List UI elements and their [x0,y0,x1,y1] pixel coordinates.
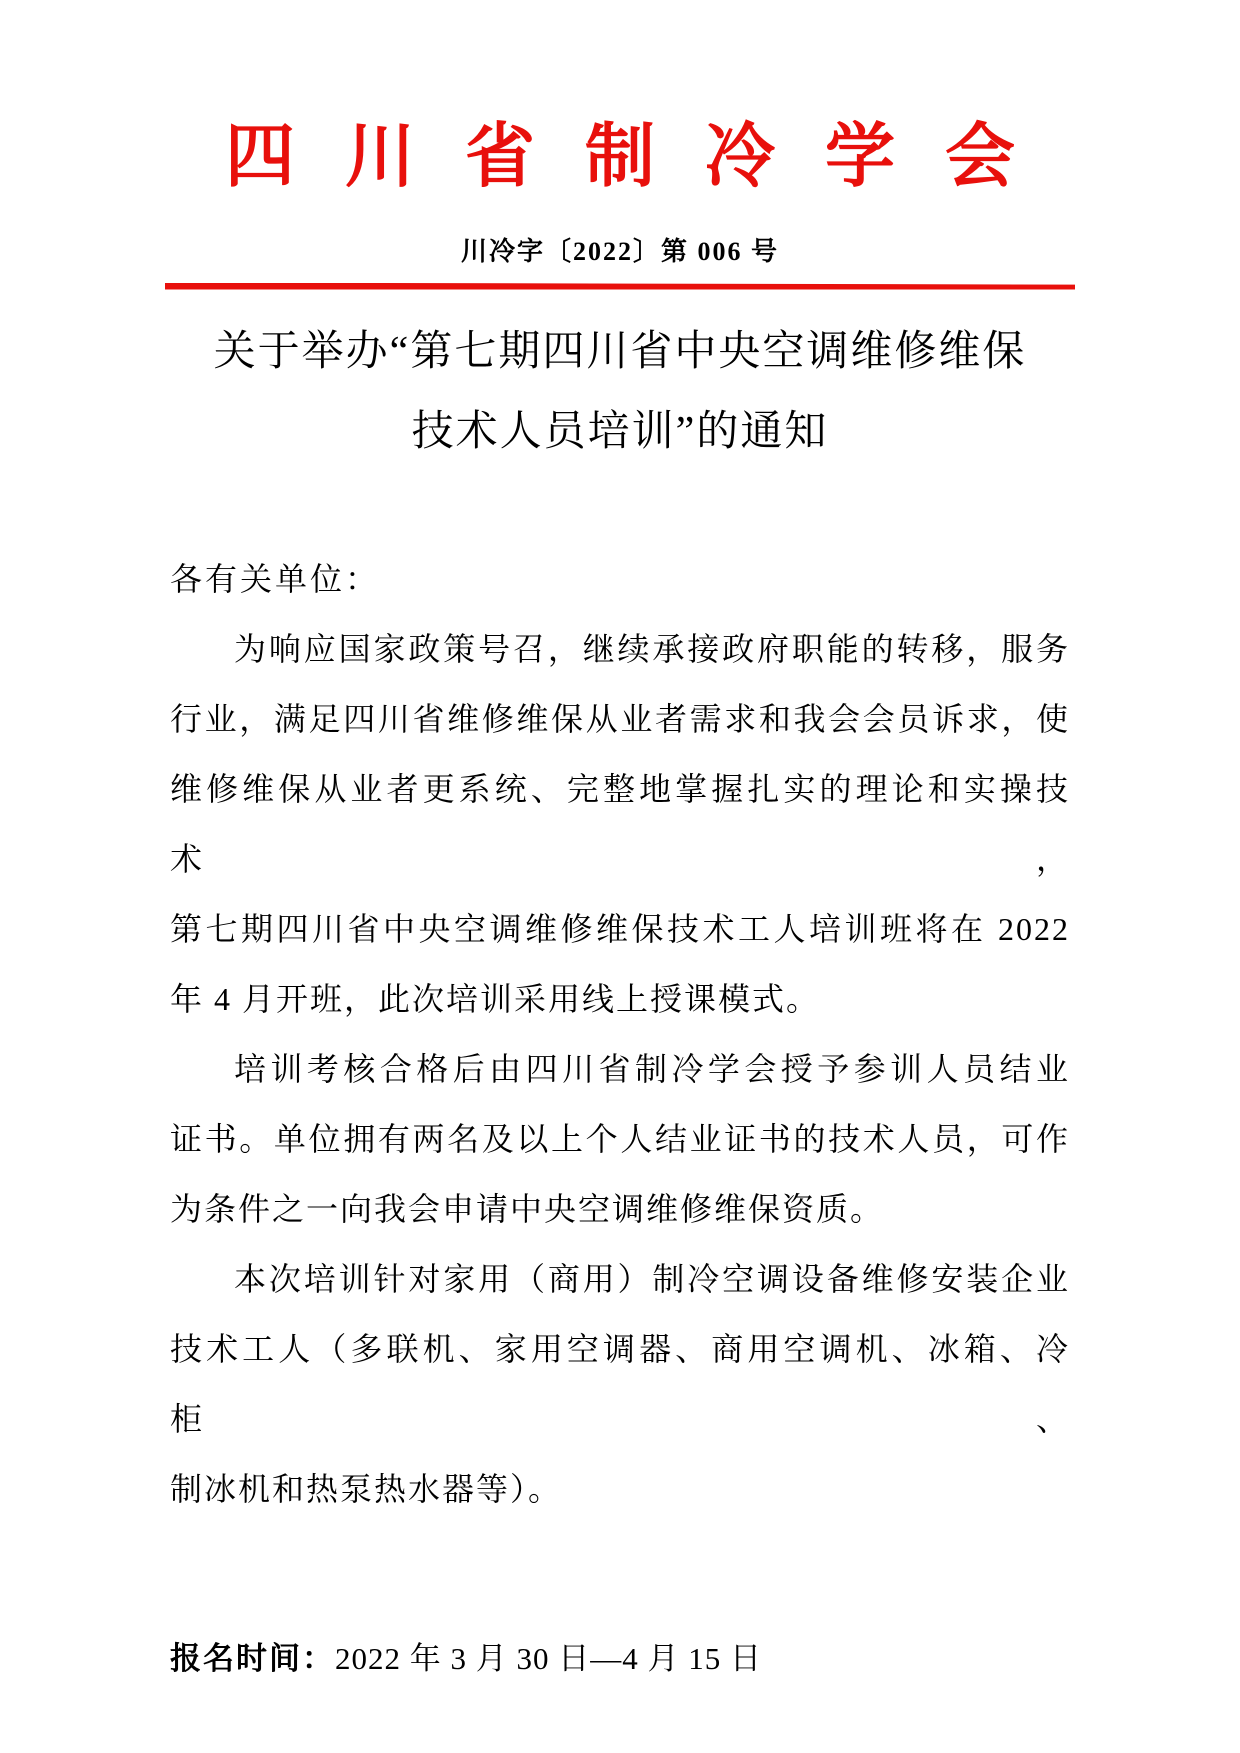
body-line: 技术工人（多联机、家用空调器、商用空调机、冰箱、冷柜、 [170,1330,1070,1437]
organization-title: 四川省制冷学会 [225,119,1065,196]
signup-period-value: 2022 年 3 月 30 日—4 月 15 日 [335,1640,762,1676]
paragraph-lines [170,614,1070,1524]
body-line: 年 4 月开班，此次培训采用线上授课模式。 [170,980,821,1017]
red-separator-rule [165,283,1075,290]
letterhead [0,0,1240,290]
body-line: 为条件之一向我会申请中央空调维修维保资质。 [170,1190,885,1227]
notice-title-line2: 技术人员培训”的通知 [411,408,829,455]
notice-title [170,312,1070,472]
body-line: 维修维保从业者更系统、完整地掌握扎实的理论和实操技术， [170,770,1070,877]
signup-period-line [170,1636,1070,1682]
body-line: 证书。单位拥有两名及以上个人结业证书的技术人员，可作 [170,1120,1070,1157]
notice-body [170,312,1070,1682]
body-line: 行业，满足四川省维修维保从业者需求和我会会员诉求，使 [170,700,1070,737]
document-number: 川冷字〔2022〕第 006 号 [460,236,779,266]
body-line: 本次培训针对家用（商用）制冷空调设备维修安装企业 [234,1260,1070,1297]
signup-period-label: 报名时间： [170,1640,335,1676]
body-line: 为响应国家政策号召，继续承接政府职能的转移，服务 [234,630,1070,667]
notice-title-line1: 关于举办“第七期四川省中央空调维修维保 [213,328,1027,375]
body-line: 第七期四川省中央空调维修维保技术工人培训班将在 2022 [170,910,1070,947]
salutation: 各有关单位： [170,560,381,597]
notice-text [170,544,1070,1524]
body-line: 培训考核合格后由四川省制冷学会授予参训人员结业 [234,1050,1070,1087]
body-line: 制冰机和热泵热水器等）。 [170,1470,563,1507]
